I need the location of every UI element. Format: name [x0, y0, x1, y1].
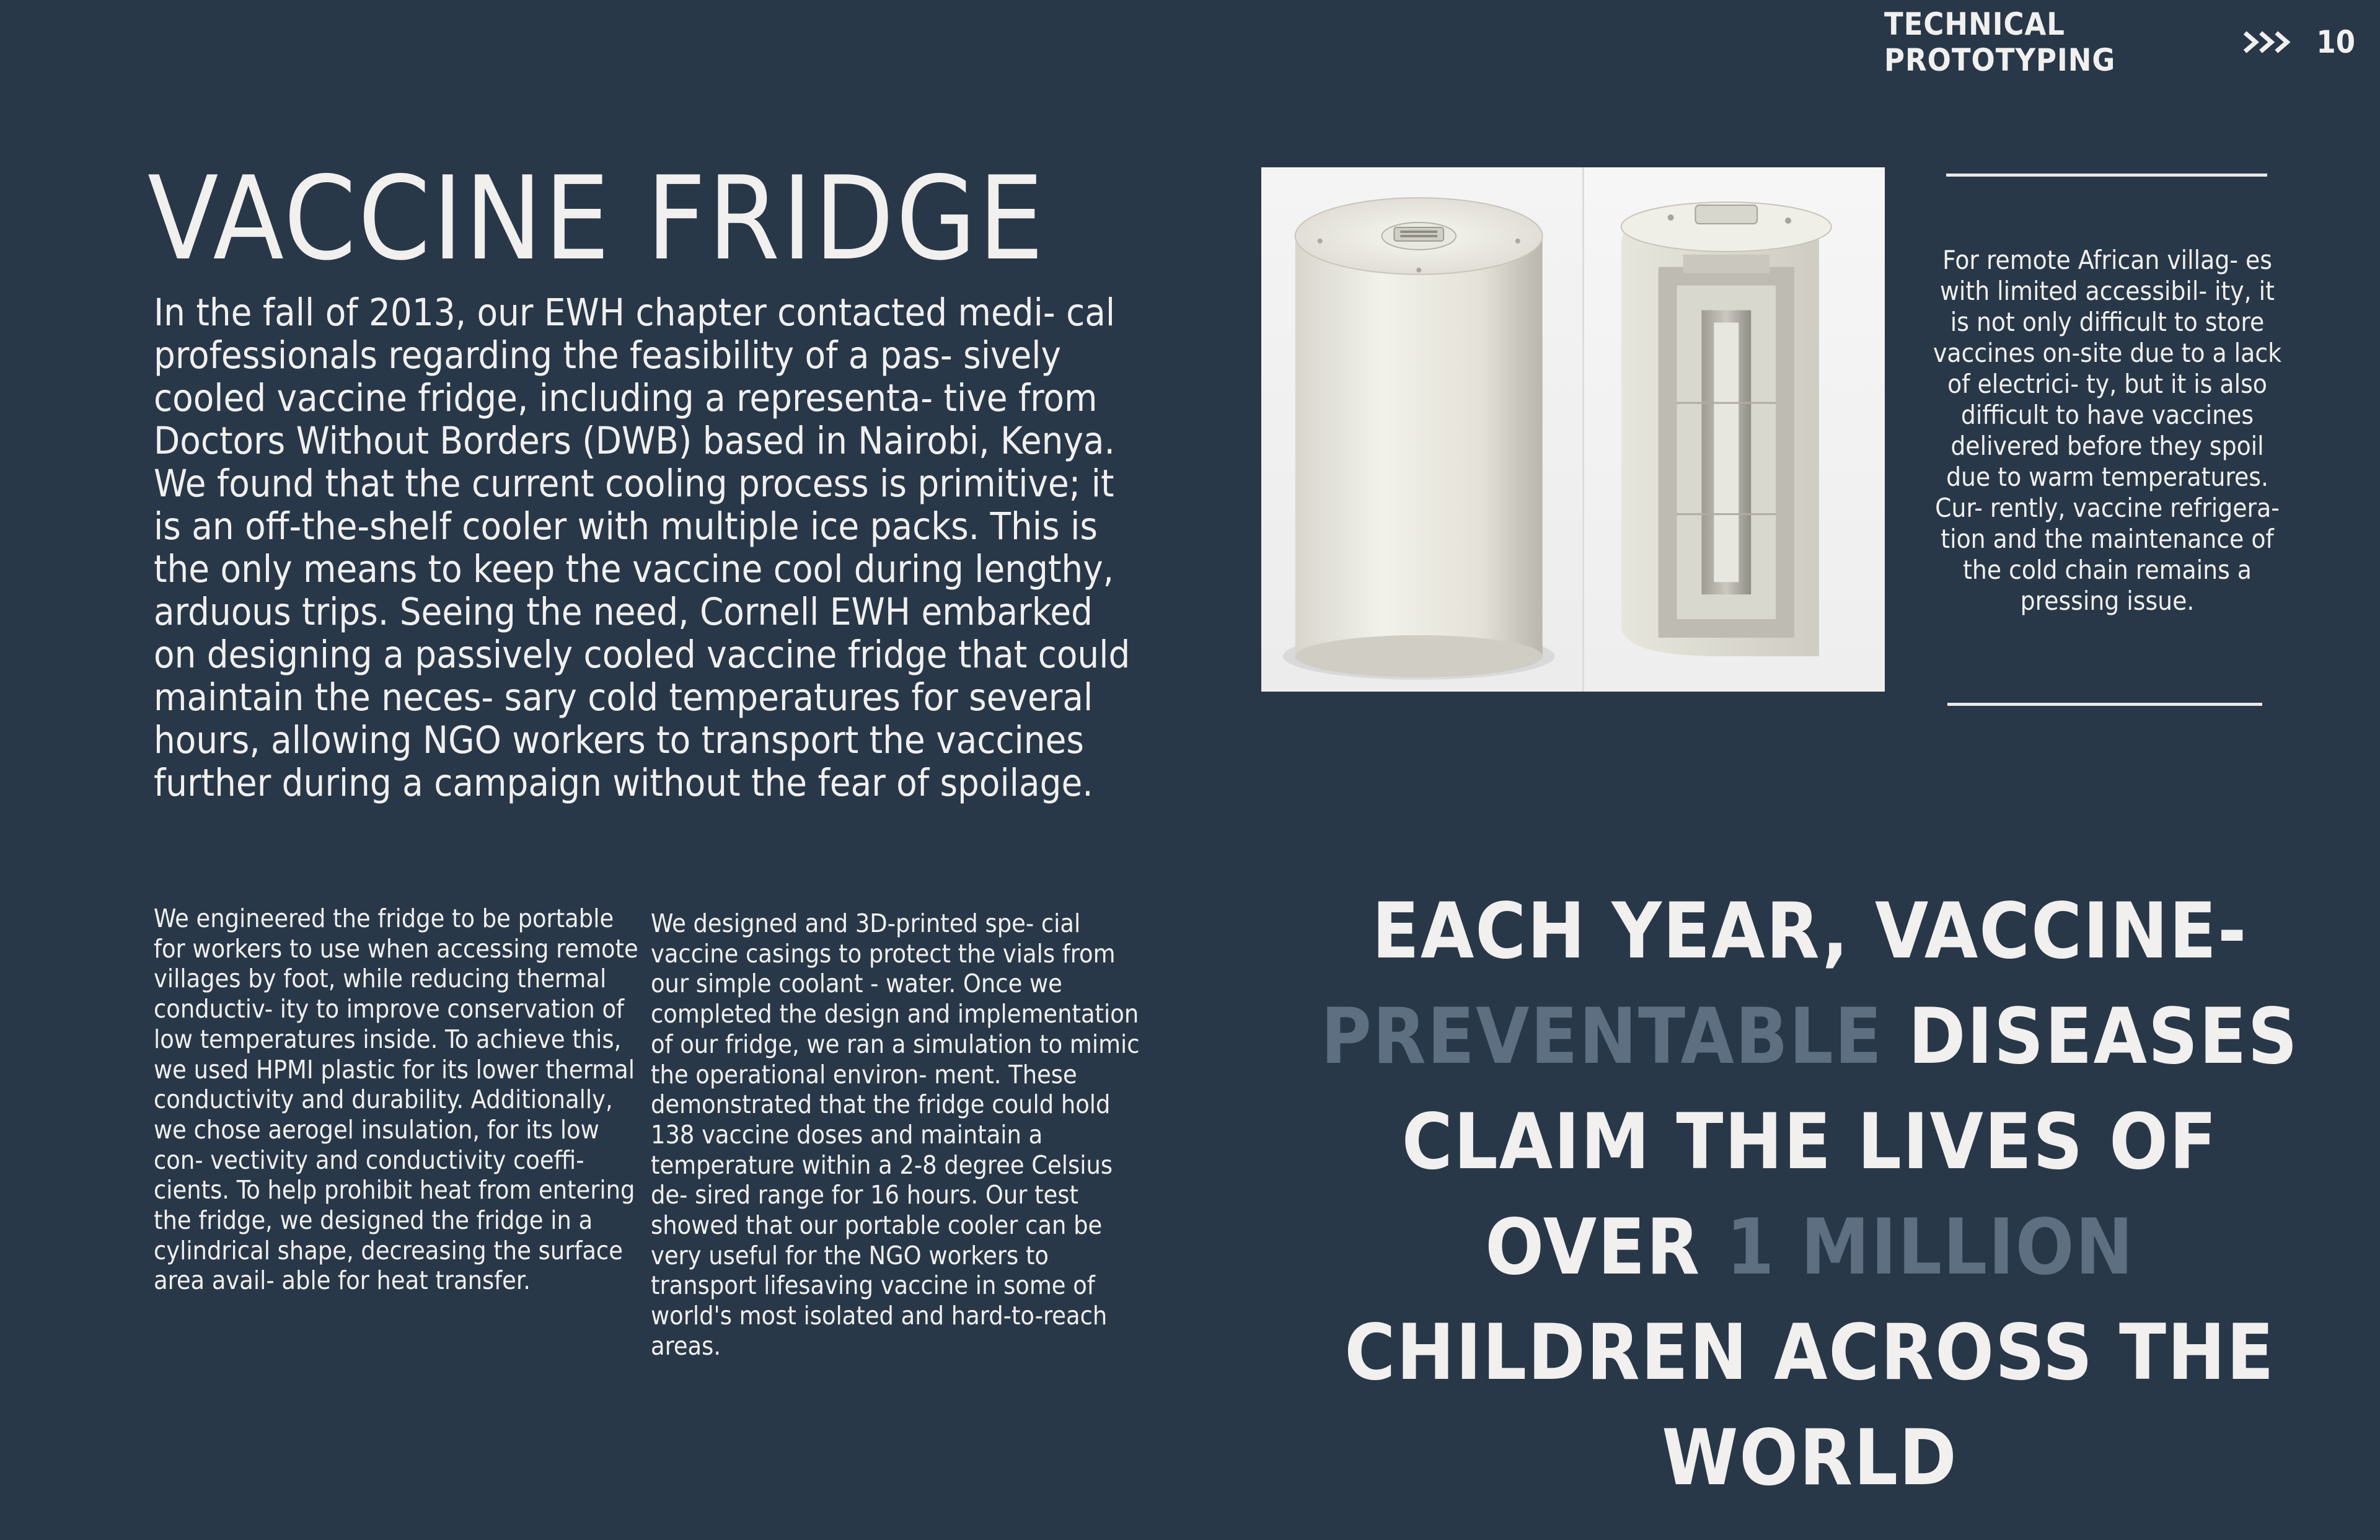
- fridge-render-figure: [1261, 167, 1885, 692]
- page-title: VACCINE FRIDGE: [148, 151, 1046, 286]
- stat-text-3: CHILDREN ACROSS THE WORLD: [1344, 1308, 2275, 1503]
- stat-highlight-million: 1 MILLION: [1726, 1203, 2135, 1292]
- sidenote-bottom-rule: [1947, 703, 2262, 706]
- lead-paragraph: In the fall of 2013, our EWH chapter contacted medi- cal professionals regarding the feasibility of a pas- sively cooled vaccine fridge, including a representa- tive from Doctors Without Borders (DWB) based in Nairobi, Kenya. We found that the current cooling process is primitive; it is an off-the-shelf cooler with multiple ice packs. This is the only means to keep the vaccine cool during lengthy, arduous trips. Seeing the need, Cornell EWH embarked on designing a passively cooled vaccine fridge that could maintain the neces- sary cold temperatures for several hours, allowing NGO workers to transport the vaccines further during a campaign without the fear of spoilage.: [154, 291, 1130, 805]
- body-column-2: We designed and 3D-printed spe- cial vaccine casings to protect the vials from our simple coolant - water. Once we completed the design and implementation of our fridge, we ran a simulation to mimic the operational environ- ment. These demonstrated that the fridge could hold 138 vaccine doses and maintain a temperature within a 2-8 degree Celsius de- sired range for 16 hours. Our test showed that our portable cooler can be very useful for the NGO workers to transport lifesaving vaccine in some of world's most isolated and hard-to-reach areas.: [651, 909, 1140, 1361]
- stat-text-1: EACH YEAR, VACCINE-: [1372, 887, 2248, 976]
- cylinder-cross-section-render: [1582, 167, 1885, 692]
- statistic-pull-quote: [1289, 879, 2330, 1511]
- stat-text-2: DISEASES CLAIM THE LIVES OF OVER: [1401, 992, 2299, 1292]
- double-chevron-right-icon: [2243, 28, 2294, 56]
- cylinder-exterior-render: [1261, 167, 1582, 692]
- section-title: TECHNICAL PROTOTYPING: [1884, 6, 2116, 78]
- page-header: [1884, 6, 2355, 78]
- sidenote-text: For remote African villag- es with limited accessibil- ity, it is not only difficult to store vaccines on-site due to a lack of electrici- ty, but it is also difficult to have vaccines delivered before they spoil due to warm temperatures. Cur- rently, vaccine refrigera- tion and the maintenance of the cold chain remains a pressing issue.: [1933, 245, 2281, 616]
- page-number: 10: [2316, 24, 2355, 60]
- body-column-1: We engineered the fridge to be portable for workers to use when accessing remote villages by foot, while reducing thermal conductiv- ity to improve conservation of low temperatures inside. To achieve this, we used HPMI plastic for its lower thermal conductivity and durability. Additionally, we chose aerogel insulation, for its low con- vectivity and conductivity coeffi- cients. To help prohibit heat from entering the fridge, we designed the fridge in a cylindrical shape, decreasing the surface area avail- able for heat transfer.: [154, 904, 638, 1296]
- stat-highlight-preventable: PREVENTABLE: [1321, 992, 1884, 1081]
- sidenote-top-rule: [1946, 174, 2267, 177]
